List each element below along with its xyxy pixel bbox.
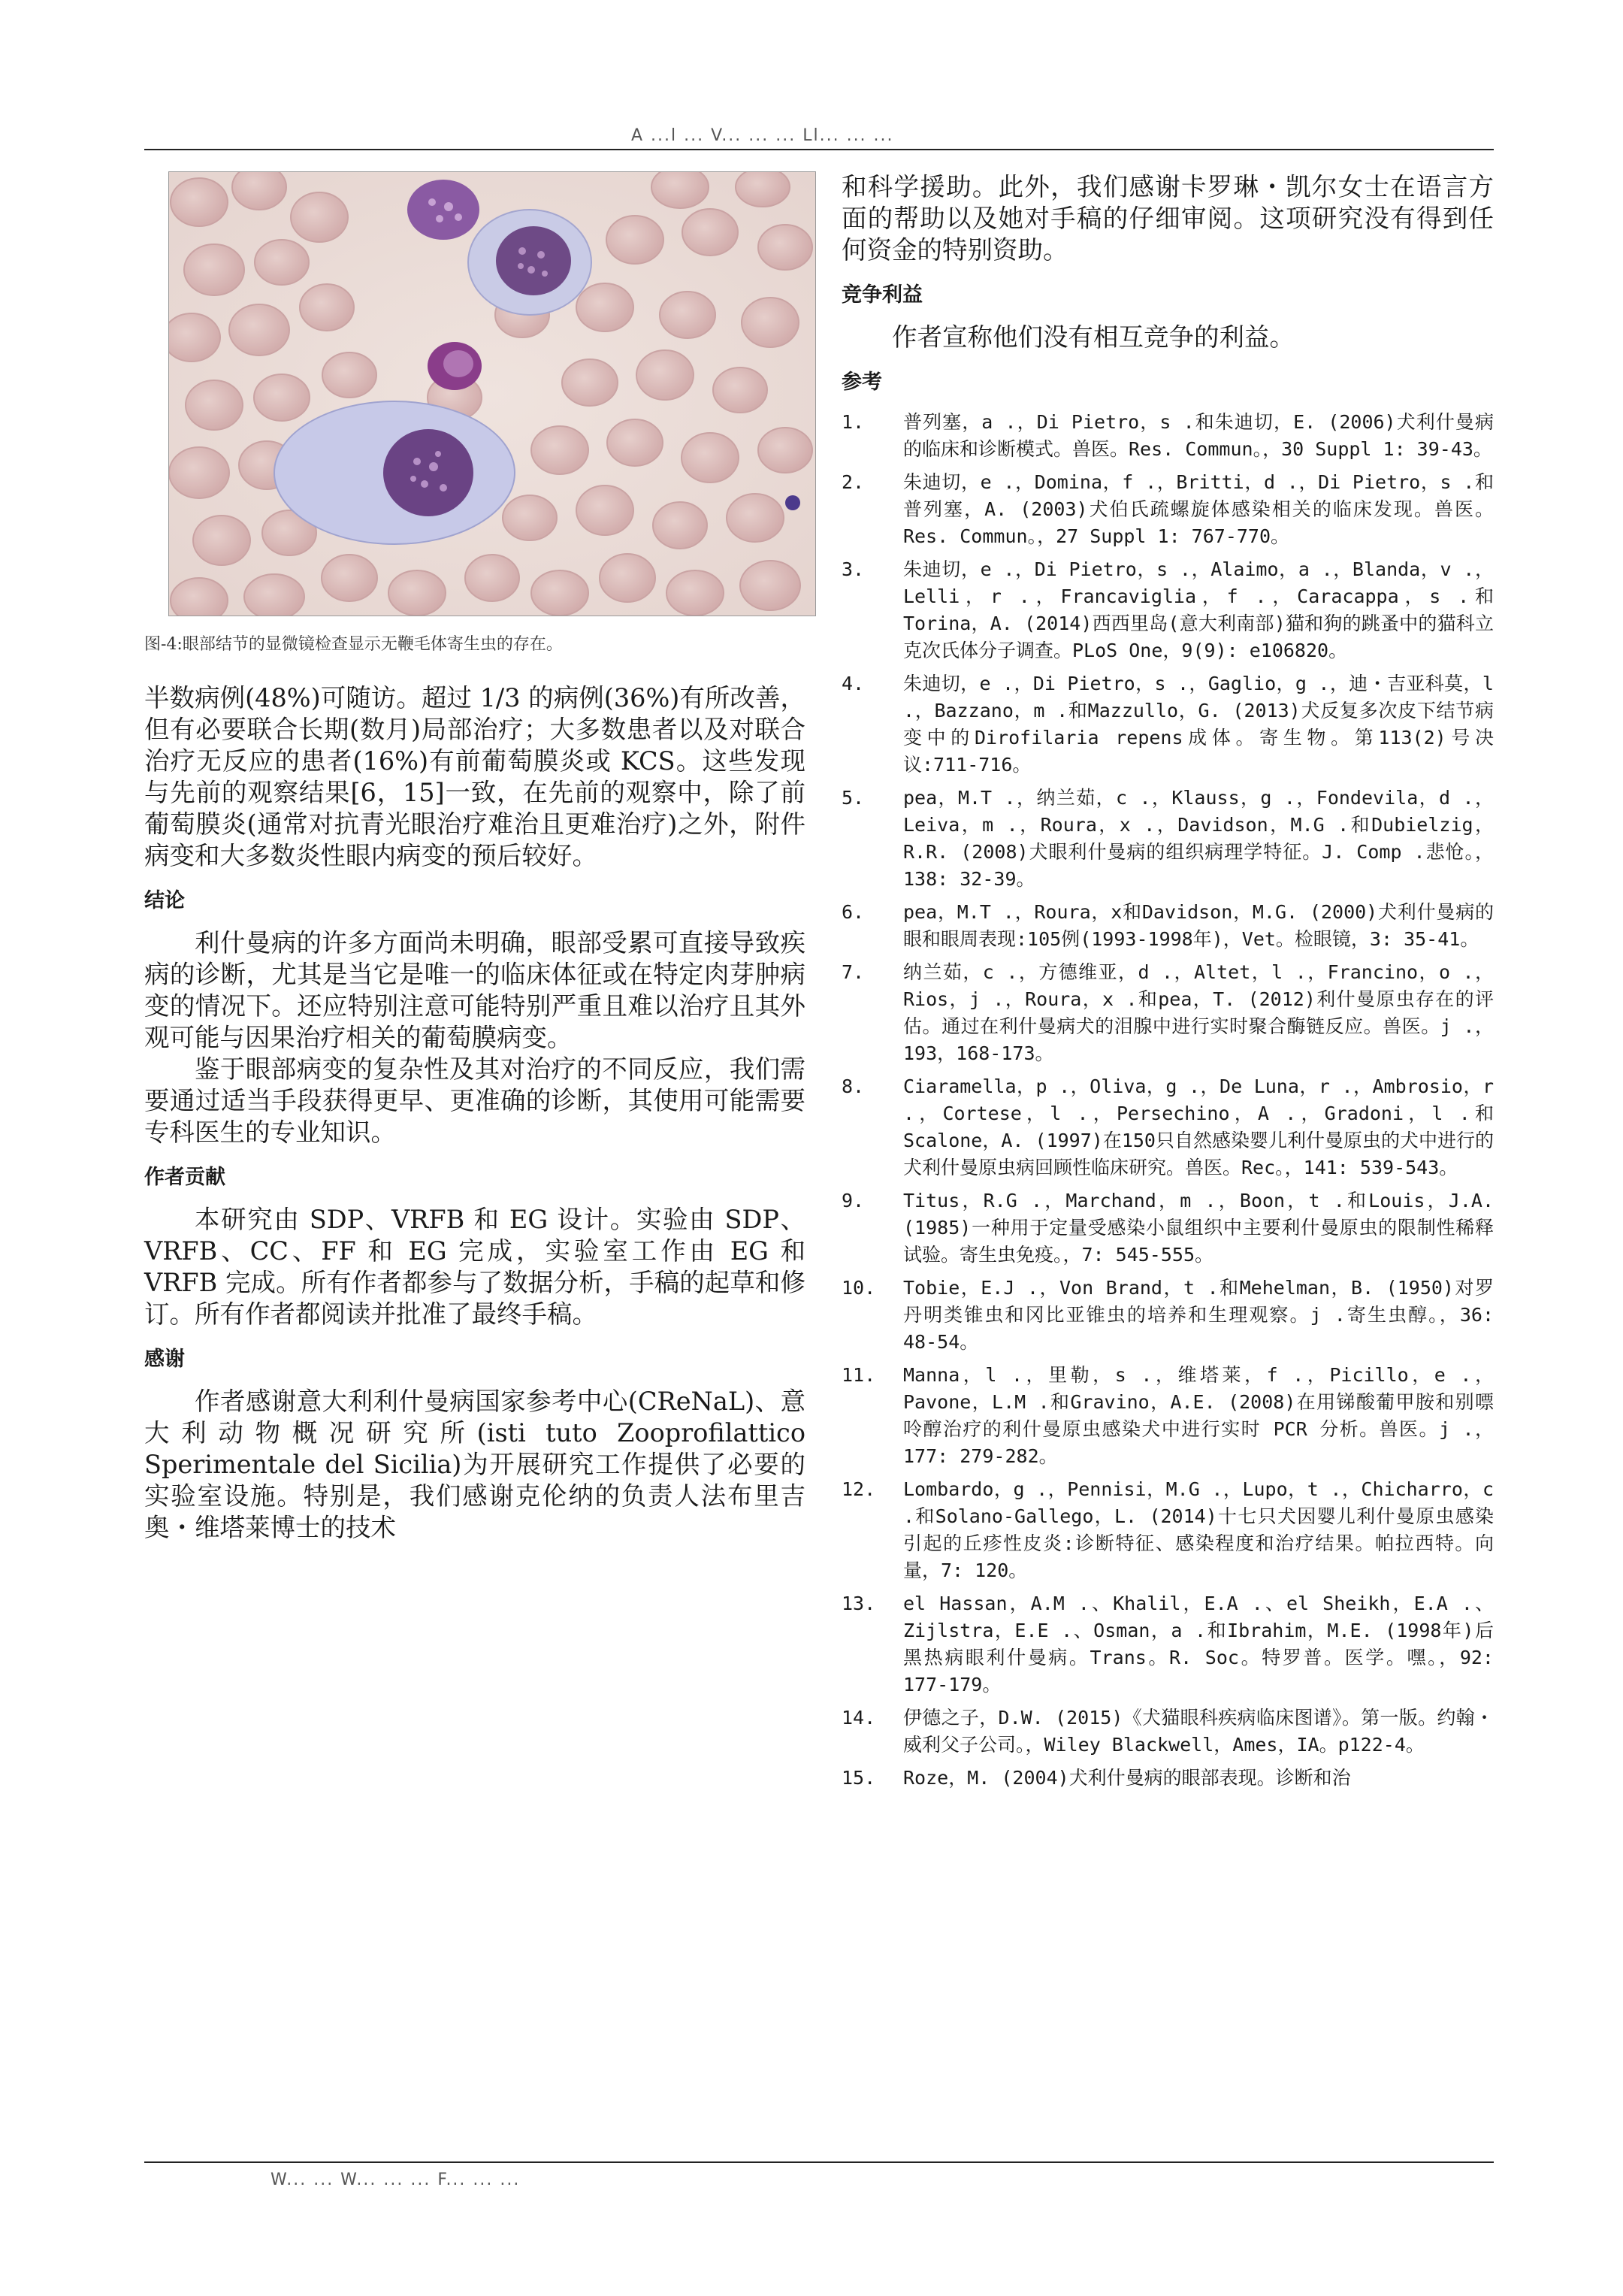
footer-text: W... ... W... ... ... F... ... ... — [270, 2170, 521, 2189]
competing-interests-paragraph: 作者宣称他们没有相互竞争的利益。 — [892, 322, 1295, 352]
heading-references: 参考 — [842, 371, 882, 394]
reference-number: 2. — [842, 471, 865, 493]
reference-number: 4. — [842, 673, 865, 694]
reference-item — [842, 959, 1494, 1067]
reference-text: Roze，M. (2004)犬利什曼病的眼部表现。诊断和治 — [903, 1767, 1351, 1789]
reference-text: Manna，l .，里勒，s .，维塔莱，f .，Picillo，e .，Pavone，L.M .和Gravino，A.E. (2008)在用锑酸葡甲胺和别嘌呤醇治疗的利什曼原虫感染犬中进行实时 PCR 分析。兽医。j .，177: 279-282。 — [903, 1364, 1494, 1467]
reference-item — [842, 899, 1494, 953]
header-rule — [144, 149, 1494, 150]
reference-text: Lombardo，g .，Pennisi，M.G .，Lupo，t .，Chicharro，c .和Solano-Gallego，L. (2014)十七只犬因婴儿利什曼原虫感染引起的丘疹性皮炎:诊断特征、感染程度和治疗结果。帕拉西特。向量，7: 120。 — [903, 1478, 1494, 1581]
reference-list — [842, 409, 1494, 1792]
conclusion-paragraph-2: 鉴于眼部病变的复杂性及其对治疗的不同反应，我们需要通过适当手段获得更早、更准确的诊断，其使用可能需要专科医生的专业知识。 — [144, 1054, 805, 1147]
heading-author-contributions: 作者贡献 — [144, 1166, 225, 1189]
reference-text: Titus，R.G .，Marchand，m .，Boon，t .和Louis，J.A. (1985)一种用于定量受感染小鼠组织中主要利什曼原虫的限制性稀释试验。寄生虫免疫。，7: 545-555。 — [903, 1190, 1494, 1266]
contributions-paragraph: 本研究由 SDP、VRFB 和 EG 设计。实验由 SDP、VRFB、CC、FF 和 EG 完成，实验室工作由 EG 和 VRFB 完成。所有作者都参与了数据分析，手稿的起草和修订。所有作者都阅读并批准了最终手稿。 — [144, 1205, 805, 1329]
discussion-paragraph: 半数病例(48%)可随访。超过 1/3 的病例(36%)有所改善，但有必要联合长期(数月)局部治疗；大多数患者以及对联合治疗无反应的患者(16%)有前葡萄膜炎或 KCS。这些发现与先前的观察结果[6，15]一致，在先前的观察中，除了前葡萄膜炎(通常对抗青光眼治疗难治且更难治疗)之外，附件病变和大多数炎性眼内病变的预后较好。 — [144, 683, 805, 870]
reference-item — [842, 1362, 1494, 1470]
reference-item — [842, 670, 1494, 779]
reference-item — [842, 556, 1494, 664]
reference-text: 朱迪切，e .，Domina，f .，Britti，d .，Di Pietro，s .和普列塞，A. (2003)犬伯氏疏螺旋体感染相关的临床发现。兽医。Res. Commun。，27 Suppl 1: 767-770。 — [903, 471, 1494, 547]
reference-item — [842, 1476, 1494, 1584]
left-column — [144, 682, 805, 1544]
footer-rule — [144, 2161, 1494, 2163]
acknowledgements-continued: 和科学援助。此外，我们感谢卡罗琳・凯尔女士在语言方面的帮助以及她对手稿的仔细审阅。这项研究没有得到任何资金的特别资助。 — [842, 172, 1494, 265]
figure-caption: 图-4:眼部结节的显微镜检查显示无鞭毛体寄生虫的存在。 — [144, 635, 563, 654]
reference-text: Ciaramella，p .，Oliva，g .，De Luna，r .，Ambrosio，r .，Cortese，l .，Persechino，A .，Gradoni，l .和Scalone，A. (1997)在150只自然感染婴儿利什曼原虫的犬中进行的犬利什曼原虫病回顾性临床研究。兽医。Rec。，141: 539-543。 — [903, 1075, 1494, 1178]
reference-text: Tobie，E.J .，Von Brand，t .和Mehelman，B. (1950)对罗丹明类锥虫和冈比亚锥虫的培养和生理观察。j .寄生虫醇。，36: 48-54。 — [903, 1277, 1494, 1353]
reference-item — [842, 1590, 1494, 1699]
heading-competing-interests: 竞争利益 — [842, 283, 923, 307]
reference-item — [842, 1765, 1494, 1792]
reference-text: 朱迪切，e .，Di Pietro，s .，Gaglio，g .，迪・吉亚科莫，l .，Bazzano，m .和Mazzullo，G. (2013)犬反复多次皮下结节病变中的Dirofilaria repens成体。寄生物。第113(2)号决议:711-716。 — [903, 673, 1494, 776]
acknowledgements-paragraph: 作者感谢意大利利什曼病国家参考中心(CReNaL)、意大利动物概况研究所(isti tuto Zooprofilattico Sperimentale del Sicilia)为开展研究工作提供了必要的实验室设施。特别是，我们感谢克伦纳的负责人法布里吉奥・维塔莱博士的技术 — [144, 1387, 805, 1542]
reference-number: 1. — [842, 411, 865, 433]
micrograph-figure — [168, 171, 816, 616]
reference-text: pea，M.T .，纳兰茹，c .，Klauss，g .，Fondevila，d .，Leiva，m .，Roura，x .，Davidson，M.G .和Dubielzig，R.R. (2008)犬眼利什曼病的组织病理学特征。J. Comp .悲怆。，138: 32-39。 — [903, 787, 1494, 890]
right-column — [842, 171, 1494, 1798]
reference-item — [842, 1187, 1494, 1269]
heading-conclusion: 结论 — [144, 889, 185, 912]
reference-number: 7. — [842, 961, 865, 983]
reference-number: 9. — [842, 1190, 865, 1212]
reference-number: 6. — [842, 901, 865, 923]
reference-number: 13. — [842, 1593, 876, 1614]
reference-text: el Hassan，A.M .、Khalil，E.A .、el Sheikh，E.A .、Zijlstra，E.E .、Osman，a .和Ibrahim，M.E. (1998年)后黑热病眼利什曼病。Trans。R. Soc。特罗普。医学。嘿。，92: 177-179。 — [903, 1593, 1494, 1696]
reference-text: 伊德之子，D.W. (2015)《犬猫眼科疾病临床图谱》。第一版。约翰・威利父子公司。，Wiley Blackwell，Ames，IA。p122-4。 — [903, 1707, 1494, 1756]
reference-text: 朱迪切，e .，Di Pietro，s .，Alaimo，a .，Blanda，v .，Lelli，r .，Francaviglia，f .，Caracappa，s .和Torina，A. (2014)西西里岛(意大利南部)猫和狗的跳蚤中的猫科立克次氏体分子调查。PLoS One，9(9): e106820。 — [903, 558, 1494, 661]
reference-item — [842, 469, 1494, 550]
micrograph-image — [169, 172, 815, 616]
reference-number: 5. — [842, 787, 865, 809]
reference-text: pea，M.T .，Roura，x和Davidson，M.G. (2000)犬利什曼病的眼和眼周表现:105例(1993-1998年)，Vet。检眼镜，3: 35-41。 — [903, 901, 1494, 950]
reference-item — [842, 409, 1494, 463]
reference-text: 普列塞，a .，Di Pietro，s .和朱迪切，E. (2006)犬利什曼病的临床和诊断模式。兽医。Res. Commun。，30 Suppl 1: 39-43。 — [903, 411, 1494, 460]
running-head: A ...l ... V... ... ... Ll... ... ... — [631, 126, 894, 145]
reference-item — [842, 1275, 1494, 1356]
reference-item — [842, 785, 1494, 893]
reference-number: 12. — [842, 1478, 876, 1500]
reference-number: 11. — [842, 1364, 876, 1386]
reference-number: 8. — [842, 1075, 865, 1097]
reference-item — [842, 1705, 1494, 1759]
reference-number: 10. — [842, 1277, 876, 1299]
heading-acknowledgements: 感谢 — [144, 1348, 185, 1371]
reference-text: 纳兰茹，c .，方德维亚，d .，Altet，l .，Francino，o .，Rios，j .，Roura，x .和pea，T. (2012)利什曼原虫存在的评估。通过在利什曼病犬的泪腺中进行实时聚合酶链反应。兽医。j .，193，168-173。 — [903, 961, 1494, 1064]
conclusion-paragraph-1: 利什曼病的许多方面尚未明确，眼部受累可直接导致疾病的诊断，尤其是当它是唯一的临床体征或在特定肉芽肿病变的情况下。还应特别注意可能特别严重且难以治疗且其外观可能与因果治疗相关的葡萄膜病变。 — [144, 928, 805, 1052]
reference-number: 15. — [842, 1767, 876, 1789]
reference-number: 14. — [842, 1707, 876, 1729]
reference-item — [842, 1073, 1494, 1181]
reference-number: 3. — [842, 558, 865, 580]
